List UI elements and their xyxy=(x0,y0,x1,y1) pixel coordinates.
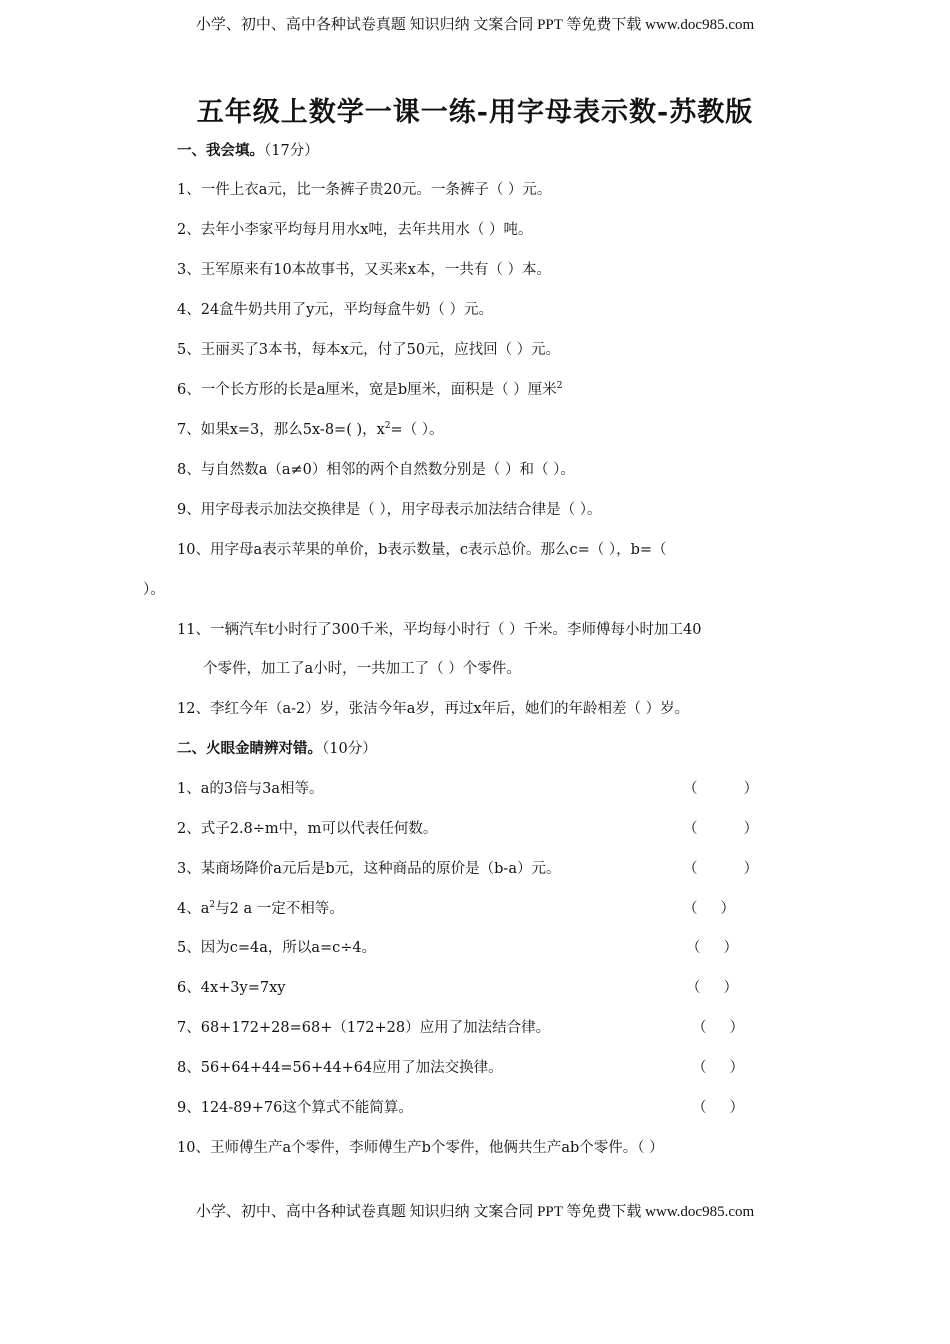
section-2-heading xyxy=(177,737,377,758)
s2-q3-answer-blank: （ ） xyxy=(683,861,759,877)
s1-question-10a: 10、用字母a表示苹果的单价，b表示数量，c表示总价。那么c=（ ），b=（ xyxy=(177,542,667,558)
s1-q7-text-a: 7、如果x=3，那么5x-8=( )，x xyxy=(177,422,385,438)
section-1-title: 一、我会填。 xyxy=(177,142,264,159)
s2-q4-text-b: 与2 a 一定不相等。 xyxy=(215,901,344,917)
s1-q6-superscript: 2 xyxy=(556,381,563,392)
s2-question-2: 2、式子2.8÷m中，m可以代表任何数。 xyxy=(177,821,438,837)
s2-q5-answer-blank: （ ） xyxy=(686,940,739,956)
s2-q8-answer-blank: （ ） xyxy=(692,1060,745,1076)
s2-question-3: 3、某商场降价a元后是b元，这种商品的原价是（b-a）元。 xyxy=(177,861,561,877)
s1-question-2: 2、去年小李家平均每月用水x吨，去年共用水（ ）吨。 xyxy=(177,222,533,238)
s1-question-7 xyxy=(177,418,444,439)
page-footer: 小学、初中、高中各种试卷真题 知识归纳 文案合同 PPT 等免费下载 www.doc985.com xyxy=(195,1204,755,1220)
s2-q4-answer-blank: （ ） xyxy=(683,901,736,917)
section-1-heading xyxy=(177,139,319,160)
s2-q2-answer-blank: （ ） xyxy=(683,821,759,837)
s2-q6-answer-blank: （ ） xyxy=(686,980,739,996)
s2-q1-answer-blank: （ ） xyxy=(683,781,759,797)
s1-question-9: 9、用字母表示加法交换律是（ ），用字母表示加法结合律是（ ）。 xyxy=(177,502,602,518)
s1-q7-superscript: 2 xyxy=(384,421,391,432)
s2-question-1: 1、a的3倍与3a相等。 xyxy=(177,781,324,797)
s1-question-12: 12、李红今年（a-2）岁，张洁今年a岁，再过x年后，她们的年龄相差（ ）岁。 xyxy=(177,701,690,717)
page-header: 小学、初中、高中各种试卷真题 知识归纳 文案合同 PPT 等免费下载 www.doc985.com xyxy=(195,17,755,33)
section-1-points: （17分） xyxy=(264,143,319,159)
s1-q7-text-b: =（ ）。 xyxy=(390,422,444,438)
s2-question-8: 8、56+64+44=56+44+64应用了加法交换律。 xyxy=(177,1060,503,1076)
s2-question-10: 10、王师傅生产a个零件，李师傅生产b个零件，他俩共生产ab个零件。（ ） xyxy=(177,1140,664,1156)
s2-question-7: 7、68+172+28=68+（172+28）应用了加法结合律。 xyxy=(177,1020,551,1036)
s2-question-9: 9、124-89+76这个算式不能简算。 xyxy=(177,1100,413,1116)
s1-question-11b: 个零件，加工了a小时，一共加工了（ ）个零件。 xyxy=(203,661,521,677)
s1-question-6 xyxy=(177,378,563,399)
s1-question-4: 4、24盒牛奶共用了y元，平均每盒牛奶（ ）元。 xyxy=(177,302,493,318)
s1-question-8: 8、与自然数a（a≠0）相邻的两个自然数分别是（ ）和（ ）。 xyxy=(177,462,575,478)
s1-question-11a: 11、一辆汽车t小时行了300千米，平均每小时行（ ）千米。李师傅每小时加工40 xyxy=(177,622,702,638)
s1-question-1: 1、一件上衣a元，比一条裤子贵20元。一条裤子（ ）元。 xyxy=(177,182,552,198)
s1-q6-text: 6、一个长方形的长是a厘米，宽是b厘米，面积是（ ）厘米 xyxy=(177,382,557,398)
section-2-title: 二、火眼金睛辨对错。 xyxy=(177,740,322,757)
s1-question-10b: ）。 xyxy=(143,582,165,598)
s1-question-5: 5、王丽买了3本书，每本x元，付了50元，应找回（ ）元。 xyxy=(177,342,561,358)
s2-q4-text-a: 4、a xyxy=(177,901,210,917)
s2-q4-superscript: 2 xyxy=(209,900,216,911)
s2-question-6: 6、4x+3y=7xy xyxy=(177,980,286,996)
section-2-points: （10分） xyxy=(322,741,377,757)
s2-q9-answer-blank: （ ） xyxy=(692,1100,745,1116)
s2-question-4 xyxy=(177,897,344,918)
page-title: 五年级上数学一课一练-用字母表示数-苏教版 xyxy=(196,97,754,128)
s1-question-3: 3、王军原来有10本故事书，又买来x本，一共有（ ）本。 xyxy=(177,262,551,278)
s2-question-5: 5、因为c=4a，所以a=c÷4。 xyxy=(177,940,377,956)
s2-q7-answer-blank: （ ） xyxy=(692,1020,745,1036)
